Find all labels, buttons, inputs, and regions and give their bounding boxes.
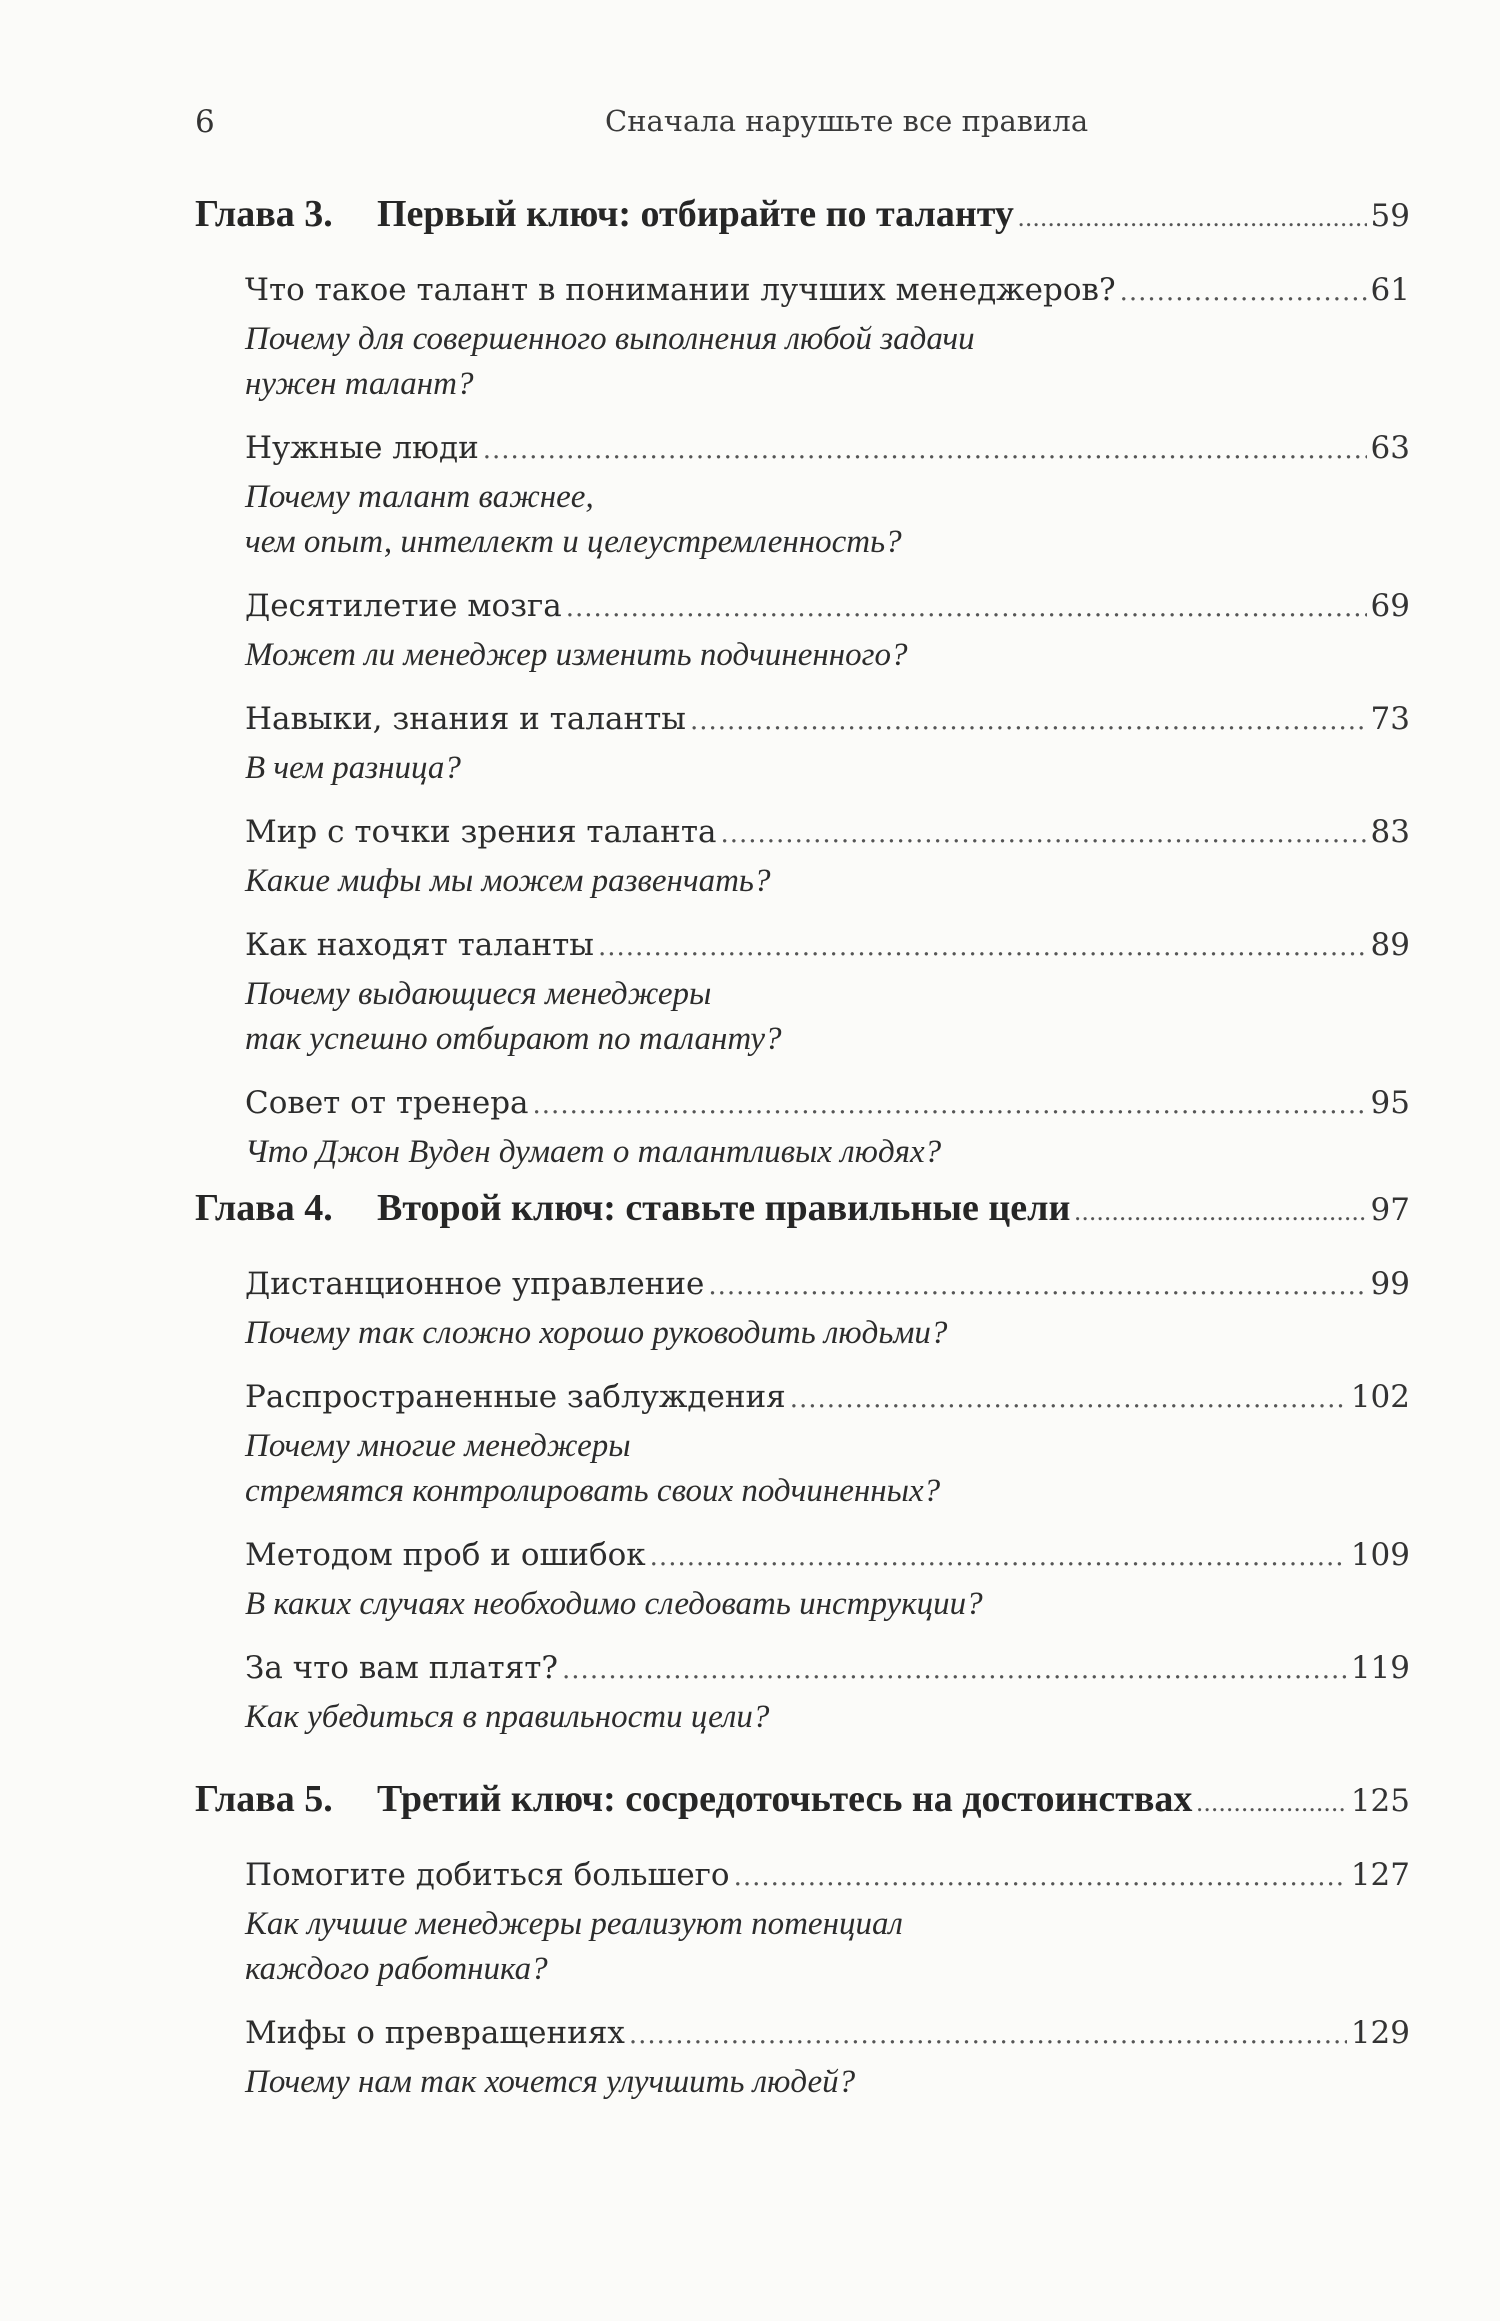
page-number: 6 <box>195 104 215 140</box>
toc-entry <box>245 1650 1410 1740</box>
toc-entry <box>245 1379 1410 1514</box>
entry-title: Дистанционное управление <box>245 1266 705 1302</box>
entry-page-number: 119 <box>1350 1650 1410 1686</box>
dot-leader <box>1074 1197 1366 1227</box>
chapter-title: Первый ключ: отбирайте по таланту <box>377 193 1014 235</box>
entry-page-number: 63 <box>1370 430 1410 466</box>
dot-leader <box>1120 277 1367 307</box>
chapter-entries <box>245 1857 1410 2105</box>
chapter-4 <box>195 1186 1410 1763</box>
toc-entry <box>245 927 1410 1062</box>
toc-entry <box>245 272 1410 407</box>
entry-page-number: 129 <box>1350 2015 1410 2051</box>
entry-title: За что вам платят? <box>245 1650 559 1686</box>
toc-entry <box>245 1537 1410 1627</box>
entry-page-number: 61 <box>1370 272 1410 308</box>
toc-entry <box>245 1857 1410 1992</box>
dot-leader <box>533 1090 1367 1120</box>
chapter-page-number: 97 <box>1370 1192 1410 1228</box>
entry-title: Десятилетие мозга <box>245 588 562 624</box>
entry-title: Помогите добиться большего <box>245 1857 730 1893</box>
chapter-3 <box>195 192 1410 1198</box>
chapter-heading <box>195 192 1410 244</box>
entry-page-number: 83 <box>1370 814 1410 850</box>
toc-entry <box>245 588 1410 678</box>
entry-subtitle: Почему многие менеджеры <box>245 1428 631 1464</box>
entry-title: Что такое талант в понимании лучших менеджеров? <box>245 272 1116 308</box>
entry-subtitle: В каких случаях необходимо следовать инструкции? <box>245 1586 983 1622</box>
entry-title: Нужные люди <box>245 430 479 466</box>
chapter-5 <box>195 1777 1410 2128</box>
entry-subtitle: Как лучшие менеджеры реализуют потенциал <box>245 1906 903 1942</box>
entry-page-number: 99 <box>1370 1266 1410 1302</box>
entry-page-number: 127 <box>1350 1857 1410 1893</box>
entry-subtitle: Какие мифы мы можем развенчать? <box>245 863 771 899</box>
dot-leader <box>566 593 1367 623</box>
entry-title: Распространенные заблуждения <box>245 1379 786 1415</box>
chapter-page-number: 59 <box>1370 198 1410 234</box>
dot-leader <box>734 1862 1347 1892</box>
entry-page-number: 102 <box>1350 1379 1410 1415</box>
dot-leader <box>650 1542 1347 1572</box>
dot-leader <box>690 706 1367 736</box>
entry-subtitle: Как убедиться в правильности цели? <box>245 1699 770 1735</box>
entry-subtitle: каждого работника? <box>245 1951 548 1987</box>
chapter-page-number: 125 <box>1350 1783 1410 1819</box>
chapter-entries <box>245 1266 1410 1740</box>
entry-subtitle: Почему выдающиеся менеджеры <box>245 976 712 1012</box>
chapter-label: Глава 5. <box>195 1778 333 1820</box>
entry-page-number: 95 <box>1370 1085 1410 1121</box>
entry-subtitle: Почему нам так хочется улучшить людей? <box>245 2064 856 2100</box>
chapter-title: Второй ключ: ставьте правильные цели <box>377 1187 1071 1229</box>
toc-entry <box>245 1085 1410 1175</box>
book-title: Сначала нарушьте все правила <box>605 104 1089 138</box>
entry-subtitle: стремятся контролировать своих подчиненных? <box>245 1473 941 1509</box>
entry-title: Мир с точки зрения таланта <box>245 814 717 850</box>
entry-title: Как находят таланты <box>245 927 594 963</box>
entry-page-number: 109 <box>1350 1537 1410 1573</box>
toc-entry <box>245 2015 1410 2105</box>
toc-entry <box>245 814 1410 904</box>
dot-leader <box>1018 203 1367 233</box>
entry-subtitle: нужен талант? <box>245 366 474 402</box>
dot-leader <box>629 2020 1347 2050</box>
dot-leader <box>1196 1788 1346 1818</box>
entry-subtitle: Почему для совершенного выполнения любой задачи <box>245 321 975 357</box>
chapter-heading <box>195 1777 1410 1829</box>
entry-title: Методом проб и ошибок <box>245 1537 646 1573</box>
running-head <box>195 104 1410 152</box>
entry-title: Навыки, знания и таланты <box>245 701 686 737</box>
toc-entry <box>245 430 1410 565</box>
dot-leader <box>790 1384 1347 1414</box>
chapter-label: Глава 3. <box>195 193 333 235</box>
entry-page-number: 73 <box>1370 701 1410 737</box>
chapter-title: Третий ключ: сосредоточьтесь на достоинствах <box>377 1778 1193 1820</box>
dot-leader <box>720 819 1366 849</box>
entry-page-number: 89 <box>1370 927 1410 963</box>
dot-leader <box>708 1271 1366 1301</box>
entry-title: Мифы о превращениях <box>245 2015 625 2051</box>
chapter-label: Глава 4. <box>195 1187 333 1229</box>
entry-title: Совет от тренера <box>245 1085 529 1121</box>
entry-subtitle: Почему талант важнее, <box>245 479 594 515</box>
toc-entry <box>245 701 1410 791</box>
entry-subtitle: Почему так сложно хорошо руководить людьми? <box>245 1315 948 1351</box>
entry-subtitle: так успешно отбирают по таланту? <box>245 1021 782 1057</box>
entry-subtitle: В чем разница? <box>245 750 461 786</box>
entry-subtitle: чем опыт, интеллект и целеустремленность? <box>245 524 902 560</box>
chapter-heading <box>195 1186 1410 1238</box>
entry-subtitle: Может ли менеджер изменить подчиненного? <box>245 637 908 673</box>
entry-page-number: 69 <box>1370 588 1410 624</box>
entry-subtitle: Что Джон Вуден думает о талантливых людях? <box>245 1134 942 1170</box>
toc-entry <box>245 1266 1410 1356</box>
dot-leader <box>598 932 1367 962</box>
dot-leader <box>483 435 1367 465</box>
dot-leader <box>562 1655 1347 1685</box>
chapter-entries <box>245 272 1410 1175</box>
